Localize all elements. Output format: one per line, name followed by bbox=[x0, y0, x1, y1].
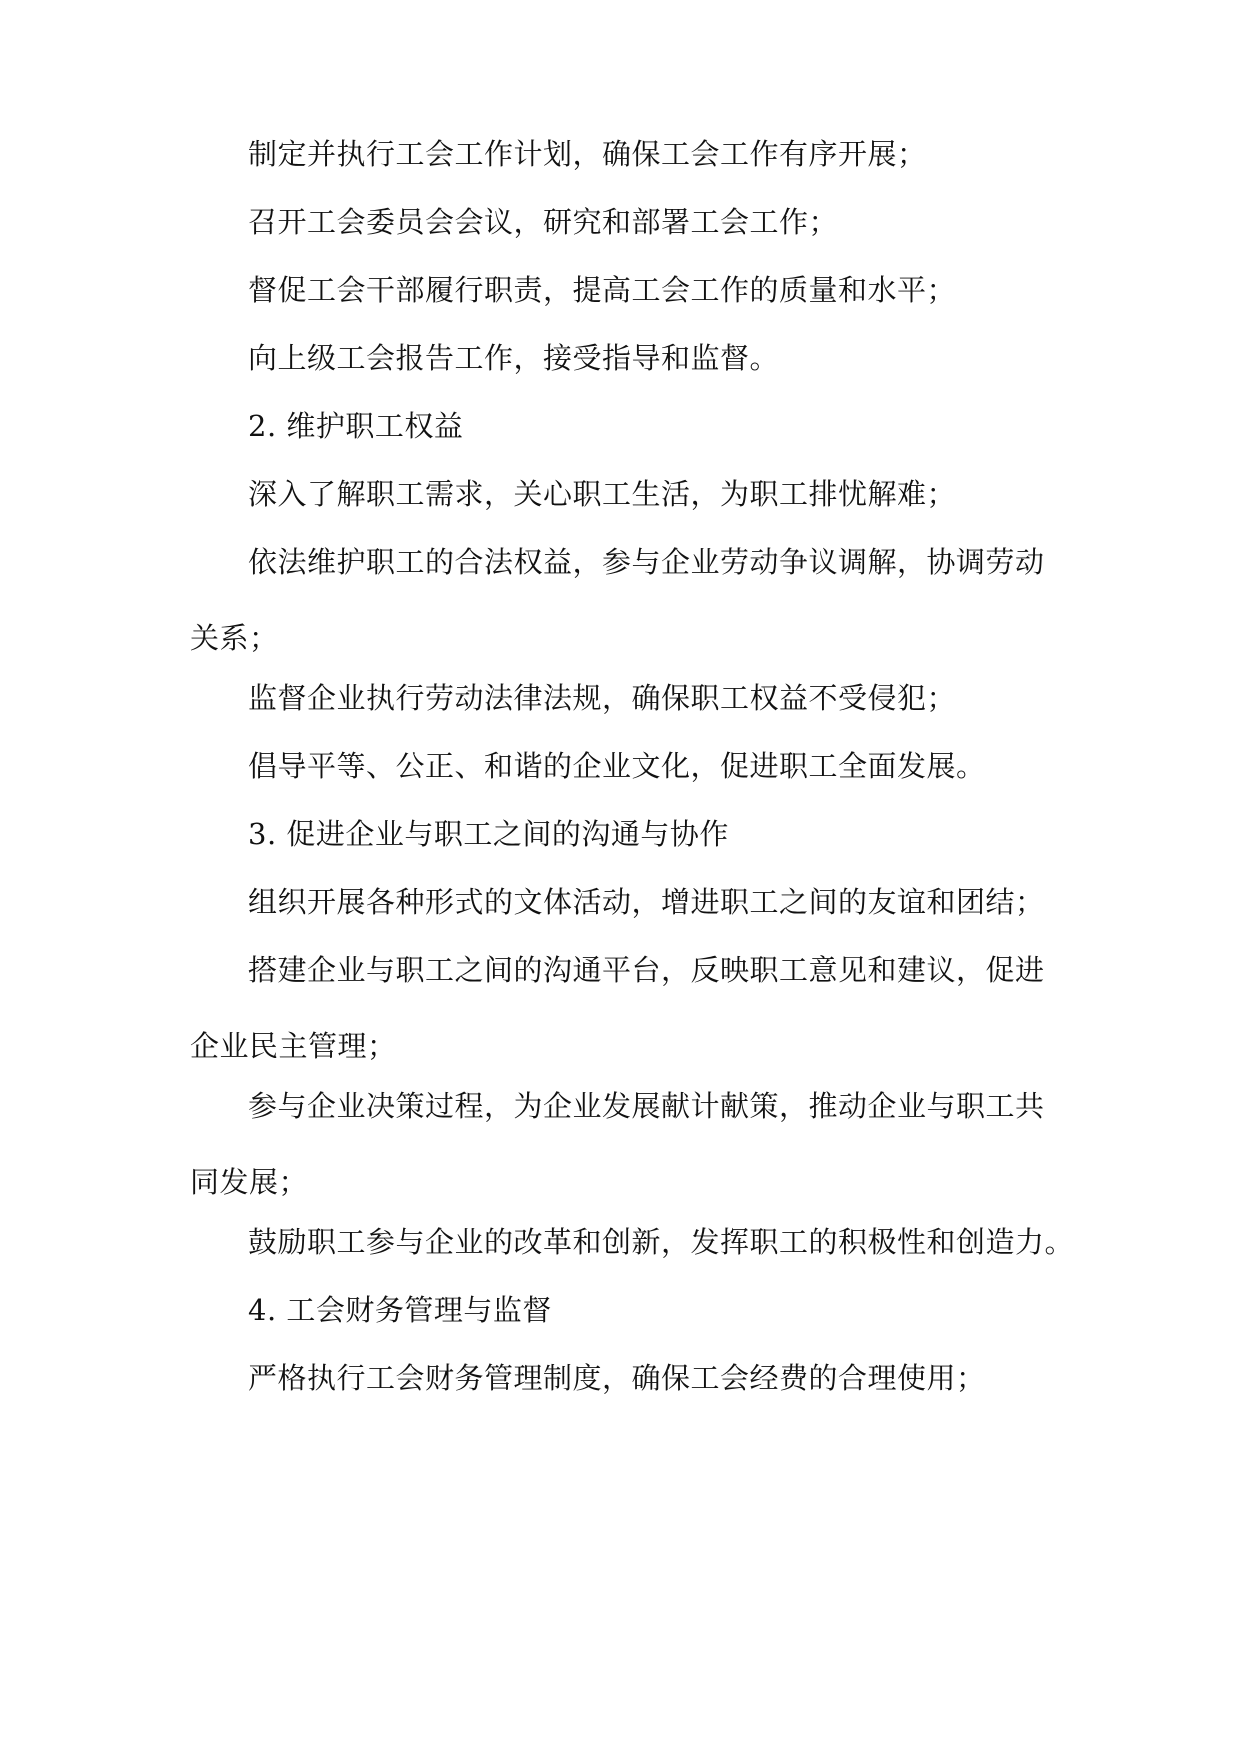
section-heading: 2. 维护职工权益 bbox=[248, 409, 464, 443]
section-heading: 3. 促进企业与职工之间的沟通与协作 bbox=[248, 817, 729, 851]
paragraph: 搭建企业与职工之间的沟通平台，反映职工意见和建议，促进企业民主管理； bbox=[190, 953, 1045, 1063]
paragraph: 依法维护职工的合法权益，参与企业劳动争议调解，协调劳动关系； bbox=[190, 545, 1045, 655]
section-heading: 4. 工会财务管理与监督 bbox=[248, 1293, 552, 1327]
paragraph: 督促工会干部履行职责，提高工会工作的质量和水平； bbox=[248, 273, 957, 307]
paragraph: 组织开展各种形式的文体活动，增进职工之间的友谊和团结； bbox=[248, 885, 1045, 919]
paragraph: 召开工会委员会会议，研究和部署工会工作； bbox=[248, 205, 839, 239]
paragraph: 参与企业决策过程，为企业发展献计献策，推动企业与职工共同发展； bbox=[190, 1089, 1045, 1199]
paragraph: 严格执行工会财务管理制度，确保工会经费的合理使用； bbox=[248, 1361, 986, 1395]
paragraph: 制定并执行工会工作计划，确保工会工作有序开展； bbox=[248, 137, 927, 171]
paragraph: 倡导平等、公正、和谐的企业文化，促进职工全面发展。 bbox=[248, 749, 986, 783]
paragraph: 监督企业执行劳动法律法规，确保职工权益不受侵犯； bbox=[248, 681, 957, 715]
paragraph: 深入了解职工需求，关心职工生活，为职工排忧解难； bbox=[248, 477, 957, 511]
paragraph: 向上级工会报告工作，接受指导和监督。 bbox=[248, 341, 780, 375]
paragraph: 鼓励职工参与企业的改革和创新，发挥职工的积极性和创造力。 bbox=[248, 1225, 1075, 1259]
